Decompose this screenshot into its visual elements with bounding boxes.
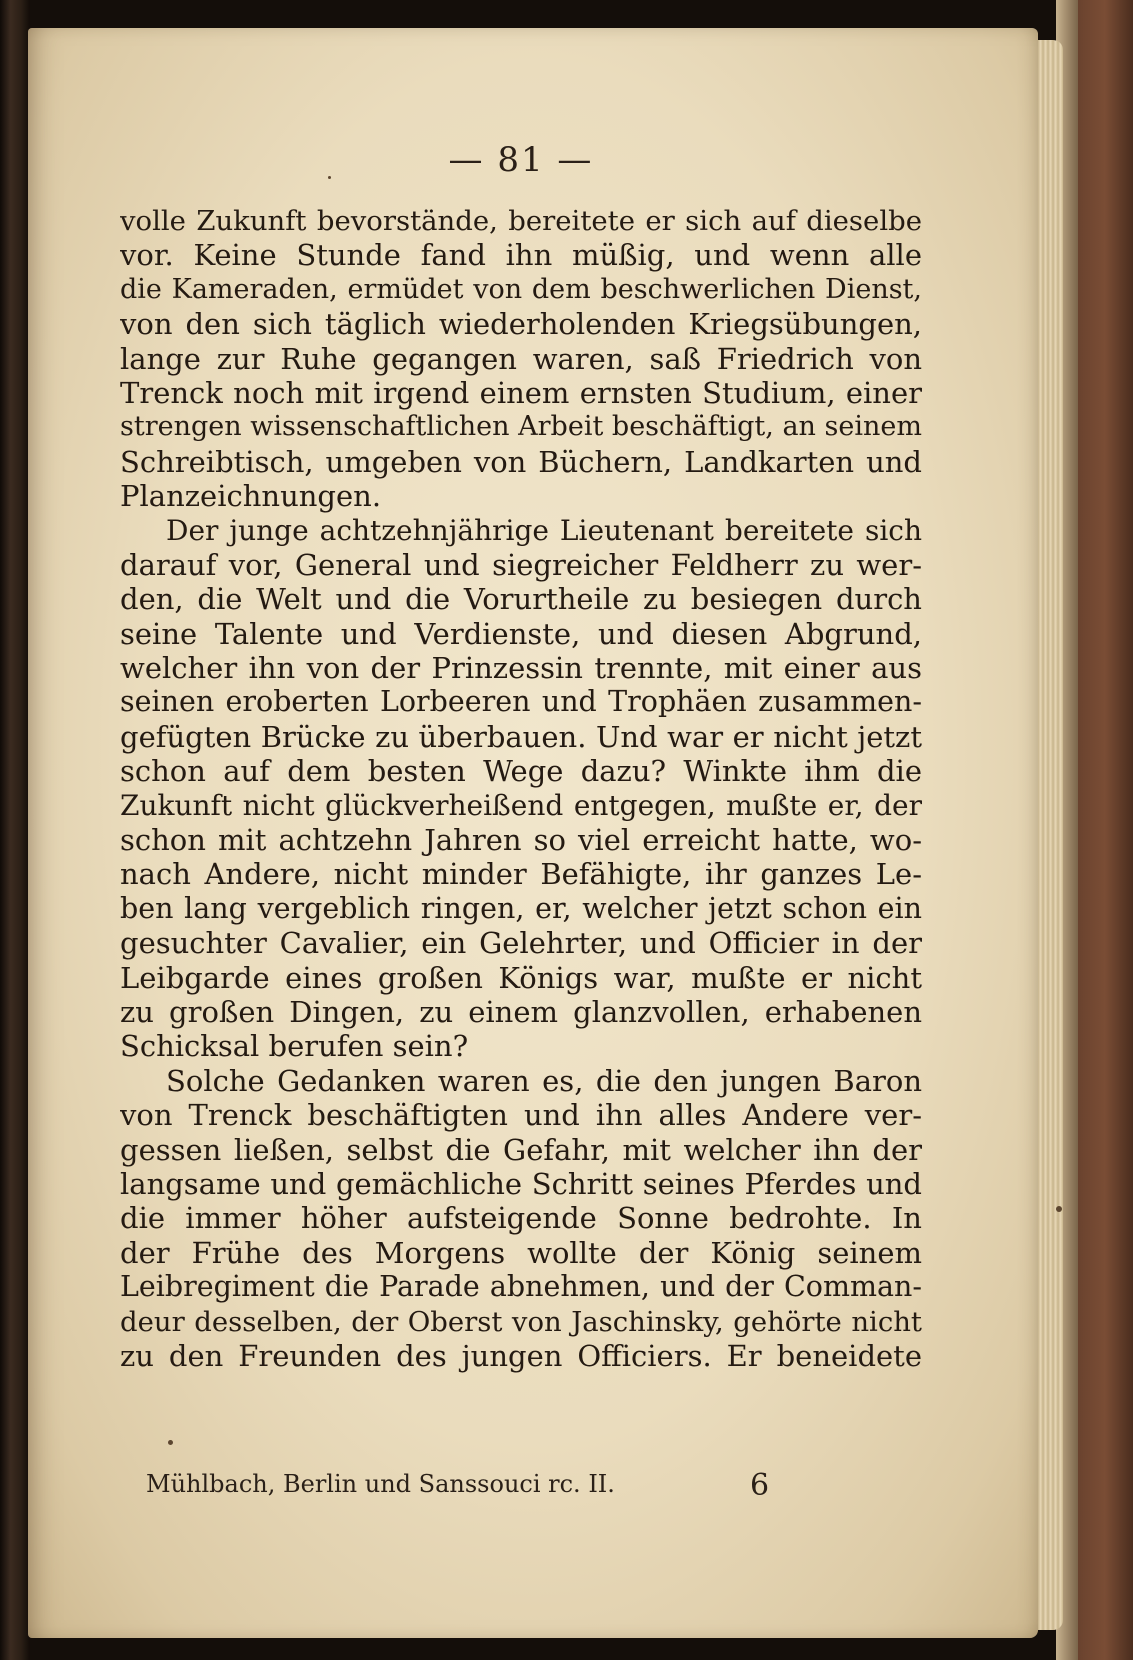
text-line: Leibgarde eines großen Königs war, mußte er nicht — [120, 960, 922, 995]
text-line: die Kameraden, ermüdet von dem beschwerlichen Dienst, — [120, 273, 922, 305]
page-number-heading: — 81 — — [448, 140, 594, 180]
paper-speck — [1056, 1206, 1062, 1212]
page-edges — [1035, 40, 1063, 1630]
text-line: zu großen Dingen, zu einem glanzvollen, erhabenen — [120, 994, 922, 1029]
text-line: Planzeichnungen. — [120, 479, 382, 514]
footer-imprint: Mühlbach, Berlin und Sanssouci rc. II. — [146, 1470, 615, 1498]
text-line: welcher ihn von der Prinzessin trennte, mit einer aus — [120, 651, 922, 686]
text-line: schon auf dem besten Wege dazu? Winkte ihm die — [120, 754, 922, 789]
text-line: volle Zukunft bevorstände, bereitete er sich auf dieselbe — [120, 205, 922, 237]
text-line: nach Andere, nicht minder Befähigte, ihr ganzes Le- — [120, 857, 922, 892]
paper-speck — [328, 176, 331, 179]
text-line: den, die Welt und die Vorurtheile zu besiegen durch — [120, 582, 922, 617]
signature-mark: 6 — [750, 1468, 770, 1503]
paper-speck — [168, 1440, 173, 1445]
text-line: Leibregiment die Parade abnehmen, und der Comman- — [120, 1270, 922, 1304]
text-line: Der junge achtzehnjährige Lieutenant bereitete sich — [166, 513, 922, 547]
text-line: darauf vor, General und siegreicher Feldherr zu wer- — [120, 547, 922, 582]
text-line: zu den Freunden des jungen Officiers. Er beneidete — [120, 1338, 922, 1373]
text-line: vor. Keine Stunde fand ihn müßig, und wenn alle — [120, 238, 922, 273]
text-line: von den sich täglich wiederholenden Kriegsübungen, — [120, 307, 922, 342]
text-line: seine Talente und Verdienste, und diesen Abgrund, — [120, 616, 922, 651]
text-line: Schicksal berufen sein? — [120, 1029, 469, 1064]
text-line: die immer höher aufsteigende Sonne bedrohte. In — [120, 1201, 922, 1236]
text-line: lange zur Ruhe gegangen waren, saß Friedrich von — [120, 341, 922, 376]
text-line: seinen eroberten Lorbeeren und Trophäen zusammen- — [120, 685, 922, 719]
text-line: Solche Gedanken waren es, die den jungen Baron — [166, 1063, 922, 1098]
text-line: Schreibtisch, umgeben von Büchern, Landkarten und — [120, 444, 922, 479]
text-line: gesuchter Cavalier, ein Gelehrter, und Officier in der — [120, 926, 922, 961]
text-line: gefügten Brücke zu überbauen. Und war er nicht jetzt — [120, 719, 922, 754]
text-line: deur desselben, der Oberst von Jaschinsky, gehörte nicht — [120, 1305, 922, 1338]
book-spine — [0, 0, 30, 1660]
book-page — [28, 28, 1038, 1638]
text-line: strengen wissenschaftlichen Arbeit beschäftigt, an seinem — [120, 411, 922, 443]
text-line: gessen ließen, selbst die Gefahr, mit welcher ihn der — [120, 1132, 922, 1167]
text-line: schon mit achtzehn Jahren so viel erreicht hatte, wo- — [120, 823, 922, 858]
body-text — [120, 204, 922, 1373]
text-line: Trenck noch mit irgend einem ernsten Studium, einer — [120, 375, 922, 410]
text-line: ben lang vergeblich ringen, er, welcher jetzt schon ein — [120, 891, 922, 925]
text-line: langsame und gemächliche Schritt seines Pferdes und — [120, 1166, 922, 1201]
text-line: von Trenck beschäftigten und ihn alles Andere ver- — [120, 1098, 922, 1133]
text-line: Zukunft nicht glückverheißend entgegen, mußte er, der — [120, 788, 922, 822]
text-line: der Frühe des Morgens wollte der König seinem — [120, 1235, 922, 1270]
